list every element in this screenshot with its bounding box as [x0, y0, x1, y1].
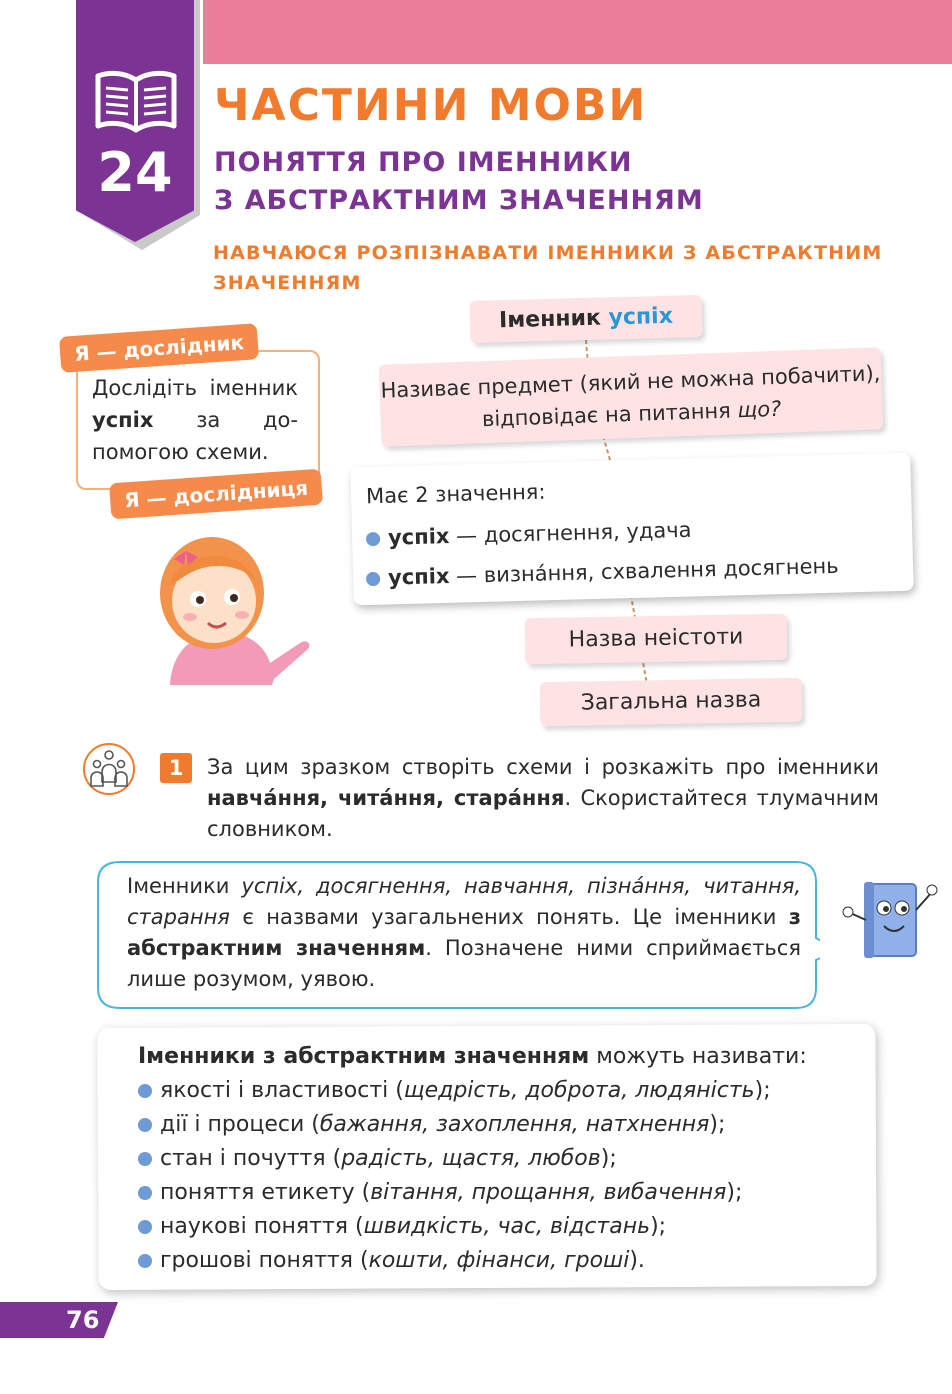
subtitle-line-2: З АБСТРАКТНИМ ЗНАЧЕННЯМ — [214, 185, 704, 216]
exercise-number: 1 — [160, 753, 192, 783]
label-inanimate-note: Назва неістоти — [525, 614, 788, 665]
meaning-1: успіх — досягнення, удача — [366, 514, 692, 555]
bullet-dot-icon — [138, 1220, 152, 1234]
bullet-dot-icon — [138, 1118, 152, 1132]
bullet-dot-icon — [138, 1084, 152, 1098]
researcher-task: Дослідіть іменник успіх за допомогою схеми. — [92, 376, 298, 464]
card-heading: Іменники з абстрактним значенням можуть називати: — [138, 1044, 807, 1069]
bullet-dot-icon — [138, 1152, 152, 1166]
list-item: дії і процеси (бажання, захоплення, натхнення); — [138, 1108, 771, 1142]
tag-researcher-male: Я — дослідник — [59, 323, 259, 373]
page-subtitle — [214, 144, 704, 220]
book-character-icon — [840, 870, 940, 970]
label-common-note: Загальна назва — [540, 678, 803, 727]
page-title: ЧАСТИНИ МОВИ — [214, 80, 648, 131]
bullet-dot-icon — [366, 532, 380, 546]
bullet-dot-icon — [366, 572, 380, 586]
header-pink-bar — [203, 0, 952, 64]
list-item: поняття етикету (вітання, прощання, вибачення); — [138, 1176, 771, 1210]
researcher-task-word: успіх — [92, 408, 154, 432]
meanings-label: Має 2 значення: — [365, 479, 546, 509]
list-item: грошові поняття (кошти, фінанси, гроші). — [138, 1244, 771, 1278]
scheme-definition-note: Називає предмет (який не можна побачити), відповідає на питання що? — [379, 347, 884, 446]
meaning-2: успіх — визна́ння, схвалення досягнень — [366, 550, 839, 594]
exercise-words: навча́ння, чита́ння, стара́ння — [207, 786, 565, 810]
scheme-title-note: Іменник успіх — [469, 295, 702, 343]
list-item: наукові поняття (швидкість, час, відстань); — [138, 1210, 771, 1244]
bullet-dot-icon — [138, 1186, 152, 1200]
bullet-dot-icon — [138, 1254, 152, 1268]
lesson-number: 24 — [97, 141, 173, 204]
girl-illustration — [150, 535, 320, 685]
open-book-icon — [94, 70, 178, 134]
page-number-tab — [0, 1302, 118, 1338]
lesson-goal: НАВЧАЮСЯ РОЗПІЗНАВАТИ ІМЕННИКИ З АБСТРАКТНИМ ЗНАЧЕННЯМ — [213, 242, 883, 294]
card-list — [138, 1074, 771, 1278]
list-item: стан і почуття (радість, щастя, любов); — [138, 1142, 771, 1176]
subtitle-line-1: ПОНЯТТЯ ПРО ІМЕННИКИ — [214, 147, 633, 178]
page-number: 76 — [66, 1306, 100, 1334]
group-work-icon — [82, 742, 136, 796]
scheme-title-word: успіх — [608, 303, 674, 331]
list-item: якості і властивості (щедрість, доброта, людяність); — [138, 1074, 771, 1108]
bubble-text: Іменники успіх, досягнення, навчання, пізна́ння, читання, старання є назвами узагальнених понять. Це іменники з абстрактним значенням. Позначене ними сприймається лише розумом, уявою. — [127, 874, 801, 991]
exercise-text: За цим зразком створіть схеми і розкажіть про іменники навча́ння, чита́ння, стара́ння. Скористайтеся тлумачним словником. — [207, 755, 880, 841]
tag-researcher-female: Я — дослідниця — [109, 469, 323, 520]
